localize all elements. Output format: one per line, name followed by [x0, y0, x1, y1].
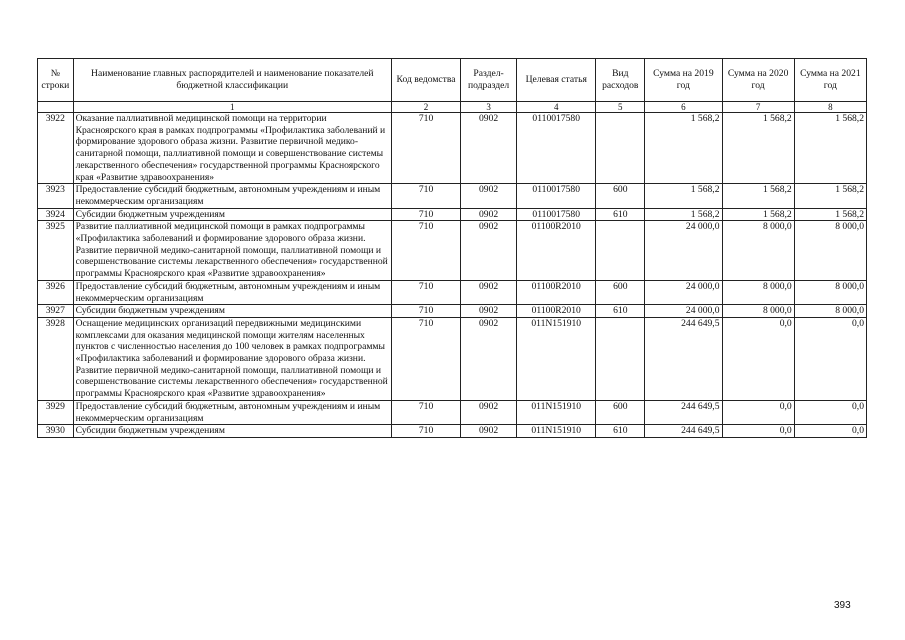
sum-2021: 1 568,2	[794, 184, 866, 208]
sum-2019: 1 568,2	[645, 184, 722, 208]
column-number: 1	[73, 102, 391, 113]
table-row	[38, 400, 867, 424]
table-row	[38, 317, 867, 400]
expense-type	[596, 317, 645, 400]
column-number: 8	[794, 102, 866, 113]
expense-type: 610	[596, 425, 645, 438]
row-number: 3923	[38, 184, 74, 208]
header-sum-2019: Сумма на 2019 год	[645, 59, 722, 102]
header-department-code: Код ведомства	[391, 59, 460, 102]
sum-2021: 8 000,0	[794, 305, 866, 318]
row-number: 3930	[38, 425, 74, 438]
sum-2019: 24 000,0	[645, 305, 722, 318]
column-number	[38, 102, 74, 113]
sum-2020: 1 568,2	[722, 113, 794, 184]
row-number: 3929	[38, 400, 74, 424]
row-name: Субсидии бюджетным учреждениям	[73, 208, 391, 221]
section-code: 0902	[461, 400, 517, 424]
column-number: 2	[391, 102, 460, 113]
table-row	[38, 221, 867, 281]
department-code: 710	[391, 305, 460, 318]
header-name: Наименование главных распорядителей и наименование показателей бюджетной классификации	[73, 59, 391, 102]
section-code: 0902	[461, 184, 517, 208]
sum-2020: 8 000,0	[722, 305, 794, 318]
target-article: 011N151910	[517, 425, 596, 438]
target-article: 0110017580	[517, 113, 596, 184]
section-code: 0902	[461, 305, 517, 318]
sum-2021: 8 000,0	[794, 221, 866, 281]
row-number: 3924	[38, 208, 74, 221]
column-number: 4	[517, 102, 596, 113]
section-code: 0902	[461, 425, 517, 438]
sum-2020: 0,0	[722, 317, 794, 400]
column-number-row	[38, 102, 867, 113]
row-number: 3922	[38, 113, 74, 184]
sum-2019: 24 000,0	[645, 221, 722, 281]
target-article: 0110017580	[517, 208, 596, 221]
header-expense-type: Вид расходов	[596, 59, 645, 102]
sum-2019: 1 568,2	[645, 113, 722, 184]
row-number: 3925	[38, 221, 74, 281]
sum-2021: 0,0	[794, 317, 866, 400]
expense-type	[596, 113, 645, 184]
sum-2021: 1 568,2	[794, 208, 866, 221]
table-row	[38, 305, 867, 318]
department-code: 710	[391, 425, 460, 438]
column-number: 3	[461, 102, 517, 113]
department-code: 710	[391, 184, 460, 208]
header-target-article: Целевая статья	[517, 59, 596, 102]
sum-2021: 0,0	[794, 400, 866, 424]
expense-type: 610	[596, 208, 645, 221]
table-header-row	[38, 59, 867, 102]
sum-2021: 1 568,2	[794, 113, 866, 184]
sum-2020: 8 000,0	[722, 280, 794, 304]
table-row	[38, 208, 867, 221]
header-row-number: № строки	[38, 59, 74, 102]
column-number: 7	[722, 102, 794, 113]
target-article: 01100R2010	[517, 305, 596, 318]
row-name: Оснащение медицинских организаций передвижными медицинскими комплексами для оказания медицинской помощи жителям населенных пунктов с численностью населения до 100 человек в рамках подпрограммы «Профилактика заболеваний и формирование здорового образа жизни. Развитие первичной медико-санитарной помощи, паллиативной помощи и совершенствование системы лекарственного обеспечения» государственной программы Красноярского края «Развитие здравоохранения»	[73, 317, 391, 400]
target-article: 0110017580	[517, 184, 596, 208]
expense-type: 600	[596, 400, 645, 424]
table-row	[38, 280, 867, 304]
target-article: 011N151910	[517, 317, 596, 400]
section-code: 0902	[461, 317, 517, 400]
header-sum-2020: Сумма на 2020 год	[722, 59, 794, 102]
target-article: 01100R2010	[517, 221, 596, 281]
sum-2020: 1 568,2	[722, 208, 794, 221]
target-article: 01100R2010	[517, 280, 596, 304]
row-number: 3928	[38, 317, 74, 400]
row-name: Предоставление субсидий бюджетным, автономным учреждениям и иным некоммерческим организациям	[73, 400, 391, 424]
expense-type: 610	[596, 305, 645, 318]
row-number: 3927	[38, 305, 74, 318]
section-code: 0902	[461, 280, 517, 304]
sum-2019: 244 649,5	[645, 425, 722, 438]
department-code: 710	[391, 221, 460, 281]
sum-2021: 8 000,0	[794, 280, 866, 304]
row-number: 3926	[38, 280, 74, 304]
section-code: 0902	[461, 221, 517, 281]
sum-2020: 0,0	[722, 425, 794, 438]
row-name: Оказание паллиативной медицинской помощи на территории Красноярского края в рамках подпрограммы «Профилактика заболеваний и формирование здорового образа жизни. Развитие первичной медико-санитарной помощи, паллиативной помощи и совершенствование системы лекарственного обеспечения» государственной программы Красноярского края «Развитие здравоохранения»	[73, 113, 391, 184]
department-code: 710	[391, 280, 460, 304]
sum-2019: 1 568,2	[645, 208, 722, 221]
row-name: Предоставление субсидий бюджетным, автономным учреждениям и иным некоммерческим организациям	[73, 184, 391, 208]
sum-2021: 0,0	[794, 425, 866, 438]
sum-2019: 24 000,0	[645, 280, 722, 304]
sum-2019: 244 649,5	[645, 400, 722, 424]
table-row	[38, 184, 867, 208]
sum-2019: 244 649,5	[645, 317, 722, 400]
department-code: 710	[391, 317, 460, 400]
section-code: 0902	[461, 208, 517, 221]
table-row	[38, 425, 867, 438]
expense-type	[596, 221, 645, 281]
department-code: 710	[391, 113, 460, 184]
header-sum-2021: Сумма на 2021 год	[794, 59, 866, 102]
row-name: Развитие паллиативной медицинской помощи в рамках подпрограммы «Профилактика заболеваний и формирование здорового образа жизни. Развитие первичной медико-санитарной помощи, паллиативной помощи и совершенствование системы лекарственного обеспечения» государственной программы Красноярского края «Развитие здравоохранения»	[73, 221, 391, 281]
sum-2020: 8 000,0	[722, 221, 794, 281]
expense-type: 600	[596, 184, 645, 208]
column-number: 5	[596, 102, 645, 113]
section-code: 0902	[461, 113, 517, 184]
table-row	[38, 113, 867, 184]
row-name: Субсидии бюджетным учреждениям	[73, 305, 391, 318]
budget-table	[37, 58, 867, 438]
sum-2020: 1 568,2	[722, 184, 794, 208]
expense-type: 600	[596, 280, 645, 304]
page-number: 393	[834, 600, 851, 611]
row-name: Предоставление субсидий бюджетным, автономным учреждениям и иным некоммерческим организациям	[73, 280, 391, 304]
column-number: 6	[645, 102, 722, 113]
header-section: Раздел-подраздел	[461, 59, 517, 102]
department-code: 710	[391, 400, 460, 424]
row-name: Субсидии бюджетным учреждениям	[73, 425, 391, 438]
sum-2020: 0,0	[722, 400, 794, 424]
department-code: 710	[391, 208, 460, 221]
target-article: 011N151910	[517, 400, 596, 424]
